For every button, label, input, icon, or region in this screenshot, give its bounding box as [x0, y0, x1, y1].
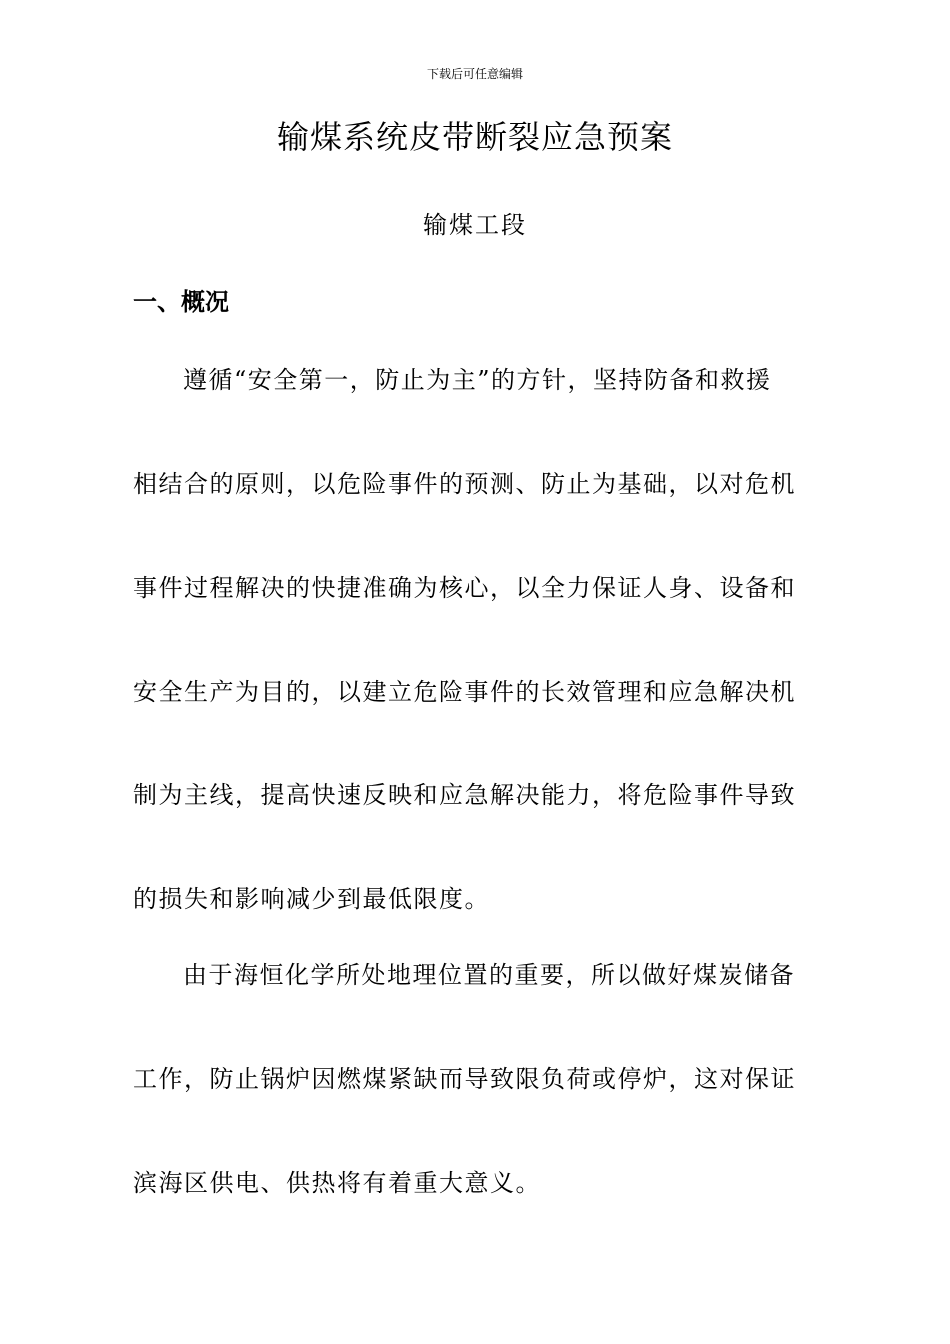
- page-header-note: 下载后可任意编辑: [426, 67, 523, 81]
- paragraph-line: 由于海恒化学所处地理位置的重要，所以做好煤炭储备: [183, 961, 795, 989]
- paragraph-line: 滨海区供电、供热将有着重大意义。: [133, 1169, 541, 1197]
- paragraph-line: 的损失和影响减少到最低限度。: [133, 885, 490, 913]
- section-heading: 一、概况: [133, 288, 229, 316]
- paragraph-line: 工作，防止锅炉因燃煤紧缺而导致限负荷或停炉，这对保证: [133, 1065, 796, 1093]
- document-subtitle: 输煤工段: [423, 211, 527, 239]
- paragraph-line: 相结合的原则，以危险事件的预测、防止为基础，以对危机: [133, 470, 796, 498]
- paragraph-line: 事件过程解决的快捷准确为核心，以全力保证人身、设备和: [133, 574, 796, 602]
- paragraph-line: 制为主线，提高快速反映和应急解决能力，将危险事件导致: [133, 781, 796, 809]
- paragraph-line: 安全生产为目的，以建立危险事件的长效管理和应急解决机: [133, 678, 796, 706]
- document-title: 输煤系统皮带断裂应急预案: [276, 118, 673, 156]
- paragraph-line: 遵循“安全第一，防止为主”的方针，坚持防备和救援: [183, 366, 772, 394]
